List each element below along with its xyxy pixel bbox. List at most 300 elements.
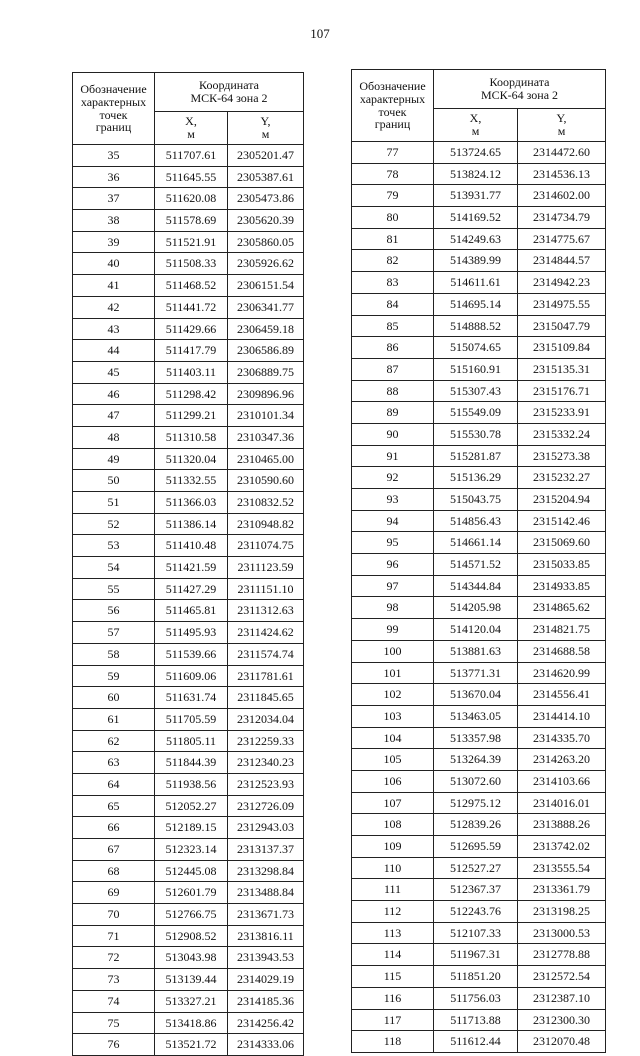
x-coordinate-cell: 513931.77 bbox=[434, 185, 518, 207]
point-id-cell: 107 bbox=[352, 792, 434, 814]
y-coordinate-cell: 2311151.10 bbox=[228, 578, 304, 600]
table-row bbox=[73, 600, 304, 622]
point-id-cell: 84 bbox=[352, 293, 434, 315]
x-coordinate-cell: 513139.44 bbox=[155, 969, 228, 991]
y-coordinate-cell: 2314734.79 bbox=[518, 207, 606, 229]
table-row bbox=[73, 817, 304, 839]
point-id-cell: 98 bbox=[352, 597, 434, 619]
point-id-cell: 40 bbox=[73, 253, 155, 275]
x-coordinate-cell: 511366.03 bbox=[155, 492, 228, 514]
table-row bbox=[352, 358, 606, 380]
table-row bbox=[73, 839, 304, 861]
point-id-cell: 52 bbox=[73, 513, 155, 535]
table-row bbox=[352, 445, 606, 467]
x-coordinate-cell: 513771.31 bbox=[434, 662, 518, 684]
point-id-cell: 55 bbox=[73, 578, 155, 600]
x-coordinate-cell: 514571.52 bbox=[434, 554, 518, 576]
y-coordinate-cell: 2312778.88 bbox=[518, 944, 606, 966]
table-row bbox=[352, 901, 606, 923]
table-row bbox=[352, 250, 606, 272]
y-coordinate-cell: 2313198.25 bbox=[518, 901, 606, 923]
x-coordinate-cell: 512975.12 bbox=[434, 792, 518, 814]
point-id-cell: 57 bbox=[73, 622, 155, 644]
table-row bbox=[73, 535, 304, 557]
table-row bbox=[73, 513, 304, 535]
y-coordinate-cell: 2306341.77 bbox=[228, 296, 304, 318]
x-coordinate-cell: 511612.44 bbox=[434, 1031, 518, 1053]
point-id-cell: 51 bbox=[73, 492, 155, 514]
x-coordinate-cell: 511298.42 bbox=[155, 383, 228, 405]
table-row bbox=[73, 904, 304, 926]
point-id-cell: 54 bbox=[73, 557, 155, 579]
table-row bbox=[73, 925, 304, 947]
x-coordinate-cell: 511299.21 bbox=[155, 405, 228, 427]
x-coordinate-cell: 511508.33 bbox=[155, 253, 228, 275]
y-coordinate-cell: 2314536.13 bbox=[518, 163, 606, 185]
point-id-cell: 116 bbox=[352, 987, 434, 1009]
y-coordinate-cell: 2312572.54 bbox=[518, 966, 606, 988]
x-coordinate-cell: 512323.14 bbox=[155, 839, 228, 861]
point-id-cell: 118 bbox=[352, 1031, 434, 1053]
y-coordinate-cell: 2313000.53 bbox=[518, 922, 606, 944]
table-row bbox=[73, 470, 304, 492]
y-coordinate-cell: 2314602.00 bbox=[518, 185, 606, 207]
table-row bbox=[73, 275, 304, 297]
table-row bbox=[352, 857, 606, 879]
x-coordinate-cell: 511705.59 bbox=[155, 708, 228, 730]
y-coordinate-cell: 2313671.73 bbox=[228, 904, 304, 926]
point-id-cell: 76 bbox=[73, 1034, 155, 1056]
point-id-cell: 108 bbox=[352, 814, 434, 836]
table-row bbox=[352, 272, 606, 294]
y-coordinate-cell: 2314414.10 bbox=[518, 705, 606, 727]
x-coordinate-cell: 512107.33 bbox=[434, 922, 518, 944]
table-row bbox=[73, 969, 304, 991]
x-coordinate-cell: 511386.14 bbox=[155, 513, 228, 535]
table-row bbox=[352, 640, 606, 662]
x-coordinate-cell: 515530.78 bbox=[434, 423, 518, 445]
table-row bbox=[352, 554, 606, 576]
y-coordinate-cell: 2315047.79 bbox=[518, 315, 606, 337]
table-row bbox=[73, 296, 304, 318]
y-coordinate-cell: 2314775.67 bbox=[518, 228, 606, 250]
point-id-cell: 90 bbox=[352, 423, 434, 445]
x-coordinate-cell: 515043.75 bbox=[434, 489, 518, 511]
y-coordinate-cell: 2311781.61 bbox=[228, 665, 304, 687]
y-coordinate-cell: 2305201.47 bbox=[228, 145, 304, 167]
x-coordinate-cell: 511756.03 bbox=[434, 987, 518, 1009]
x-coordinate-cell: 514169.52 bbox=[434, 207, 518, 229]
y-coordinate-cell: 2314688.58 bbox=[518, 640, 606, 662]
table-row bbox=[73, 1012, 304, 1034]
table-row bbox=[73, 231, 304, 253]
table-row bbox=[352, 185, 606, 207]
point-id-cell: 50 bbox=[73, 470, 155, 492]
x-coordinate-cell: 515307.43 bbox=[434, 380, 518, 402]
x-coordinate-cell: 511578.69 bbox=[155, 210, 228, 232]
point-id-cell: 71 bbox=[73, 925, 155, 947]
x-coordinate-cell: 515281.87 bbox=[434, 445, 518, 467]
x-column-header: X, м bbox=[434, 109, 518, 142]
y-coordinate-cell: 2315232.27 bbox=[518, 467, 606, 489]
x-coordinate-cell: 511645.55 bbox=[155, 166, 228, 188]
y-coordinate-cell: 2310347.36 bbox=[228, 426, 304, 448]
table-row bbox=[352, 163, 606, 185]
point-id-cell: 53 bbox=[73, 535, 155, 557]
x-coordinate-cell: 514249.63 bbox=[434, 228, 518, 250]
y-coordinate-cell: 2312340.23 bbox=[228, 752, 304, 774]
y-coordinate-cell: 2310101.34 bbox=[228, 405, 304, 427]
coordinates-table-left bbox=[72, 72, 304, 1056]
table-row bbox=[352, 966, 606, 988]
table-row bbox=[73, 318, 304, 340]
designation-header: Обозначение характерных точек границ bbox=[352, 70, 434, 142]
x-coordinate-cell: 511967.31 bbox=[434, 944, 518, 966]
y-coordinate-cell: 2314942.23 bbox=[518, 272, 606, 294]
y-coordinate-cell: 2314256.42 bbox=[228, 1012, 304, 1034]
table-row bbox=[73, 752, 304, 774]
table-row bbox=[73, 730, 304, 752]
table-row bbox=[73, 383, 304, 405]
left-table-body bbox=[73, 145, 304, 1056]
y-coordinate-cell: 2313298.84 bbox=[228, 860, 304, 882]
table-row bbox=[73, 448, 304, 470]
point-id-cell: 80 bbox=[352, 207, 434, 229]
y-coordinate-cell: 2305473.86 bbox=[228, 188, 304, 210]
point-id-cell: 105 bbox=[352, 749, 434, 771]
x-coordinate-cell: 514344.84 bbox=[434, 575, 518, 597]
y-coordinate-cell: 2312523.93 bbox=[228, 773, 304, 795]
x-coordinate-cell: 514120.04 bbox=[434, 619, 518, 641]
y-coordinate-cell: 2314620.99 bbox=[518, 662, 606, 684]
point-id-cell: 59 bbox=[73, 665, 155, 687]
table-row bbox=[352, 705, 606, 727]
x-coordinate-cell: 512367.37 bbox=[434, 879, 518, 901]
point-id-cell: 101 bbox=[352, 662, 434, 684]
table-row bbox=[73, 361, 304, 383]
point-id-cell: 56 bbox=[73, 600, 155, 622]
point-id-cell: 70 bbox=[73, 904, 155, 926]
point-id-cell: 113 bbox=[352, 922, 434, 944]
table-row bbox=[73, 795, 304, 817]
y-coordinate-cell: 2315069.60 bbox=[518, 532, 606, 554]
x-coordinate-cell: 511713.88 bbox=[434, 1009, 518, 1031]
y-coordinate-cell: 2313816.11 bbox=[228, 925, 304, 947]
x-coordinate-cell: 511465.81 bbox=[155, 600, 228, 622]
y-coordinate-cell: 2314556.41 bbox=[518, 684, 606, 706]
table-row bbox=[352, 207, 606, 229]
x-coordinate-cell: 511539.66 bbox=[155, 643, 228, 665]
x-coordinate-cell: 513264.39 bbox=[434, 749, 518, 771]
point-id-cell: 104 bbox=[352, 727, 434, 749]
y-coordinate-cell: 2314185.36 bbox=[228, 990, 304, 1012]
table-row bbox=[352, 293, 606, 315]
x-coordinate-cell: 511521.91 bbox=[155, 231, 228, 253]
table-row bbox=[352, 423, 606, 445]
table-row bbox=[73, 210, 304, 232]
y-coordinate-cell: 2314865.62 bbox=[518, 597, 606, 619]
y-coordinate-cell: 2311424.62 bbox=[228, 622, 304, 644]
point-id-cell: 42 bbox=[73, 296, 155, 318]
x-coordinate-cell: 511429.66 bbox=[155, 318, 228, 340]
x-coordinate-cell: 513670.04 bbox=[434, 684, 518, 706]
table-row bbox=[73, 773, 304, 795]
point-id-cell: 39 bbox=[73, 231, 155, 253]
y-coordinate-cell: 2315135.31 bbox=[518, 358, 606, 380]
point-id-cell: 65 bbox=[73, 795, 155, 817]
point-id-cell: 106 bbox=[352, 770, 434, 792]
table-row bbox=[352, 597, 606, 619]
x-coordinate-cell: 513881.63 bbox=[434, 640, 518, 662]
table-row bbox=[352, 684, 606, 706]
point-id-cell: 60 bbox=[73, 687, 155, 709]
x-coordinate-cell: 513521.72 bbox=[155, 1034, 228, 1056]
point-id-cell: 44 bbox=[73, 340, 155, 362]
x-coordinate-cell: 511441.72 bbox=[155, 296, 228, 318]
table-row bbox=[352, 944, 606, 966]
x-coordinate-cell: 511417.79 bbox=[155, 340, 228, 362]
point-id-cell: 81 bbox=[352, 228, 434, 250]
x-coordinate-cell: 513724.65 bbox=[434, 142, 518, 164]
coordinate-header: Координата МСК-64 зона 2 bbox=[155, 73, 304, 112]
y-coordinate-cell: 2312070.48 bbox=[518, 1031, 606, 1053]
y-coordinate-cell: 2306151.54 bbox=[228, 275, 304, 297]
table-row bbox=[73, 578, 304, 600]
y-coordinate-cell: 2314016.01 bbox=[518, 792, 606, 814]
y-coordinate-cell: 2314333.06 bbox=[228, 1034, 304, 1056]
point-id-cell: 110 bbox=[352, 857, 434, 879]
table-row bbox=[352, 814, 606, 836]
table-row bbox=[352, 1031, 606, 1053]
y-coordinate-cell: 2310465.00 bbox=[228, 448, 304, 470]
x-coordinate-cell: 512189.15 bbox=[155, 817, 228, 839]
x-coordinate-cell: 512766.75 bbox=[155, 904, 228, 926]
y-coordinate-cell: 2312726.09 bbox=[228, 795, 304, 817]
x-coordinate-cell: 511310.58 bbox=[155, 426, 228, 448]
point-id-cell: 45 bbox=[73, 361, 155, 383]
point-id-cell: 66 bbox=[73, 817, 155, 839]
y-coordinate-cell: 2305860.05 bbox=[228, 231, 304, 253]
y-coordinate-cell: 2314821.75 bbox=[518, 619, 606, 641]
point-id-cell: 114 bbox=[352, 944, 434, 966]
x-coordinate-cell: 514856.43 bbox=[434, 510, 518, 532]
point-id-cell: 99 bbox=[352, 619, 434, 641]
table-row bbox=[352, 727, 606, 749]
y-coordinate-cell: 2311845.65 bbox=[228, 687, 304, 709]
table-row bbox=[352, 836, 606, 858]
point-id-cell: 75 bbox=[73, 1012, 155, 1034]
point-id-cell: 69 bbox=[73, 882, 155, 904]
y-coordinate-cell: 2312387.10 bbox=[518, 987, 606, 1009]
point-id-cell: 82 bbox=[352, 250, 434, 272]
x-coordinate-cell: 512243.76 bbox=[434, 901, 518, 923]
point-id-cell: 64 bbox=[73, 773, 155, 795]
x-coordinate-cell: 512908.52 bbox=[155, 925, 228, 947]
point-id-cell: 46 bbox=[73, 383, 155, 405]
y-coordinate-cell: 2311312.63 bbox=[228, 600, 304, 622]
x-coordinate-cell: 515074.65 bbox=[434, 337, 518, 359]
table-row bbox=[352, 619, 606, 641]
y-coordinate-cell: 2312943.03 bbox=[228, 817, 304, 839]
y-coordinate-cell: 2313888.26 bbox=[518, 814, 606, 836]
x-coordinate-cell: 511631.74 bbox=[155, 687, 228, 709]
y-coordinate-cell: 2313555.54 bbox=[518, 857, 606, 879]
table-row bbox=[352, 749, 606, 771]
point-id-cell: 61 bbox=[73, 708, 155, 730]
x-coordinate-cell: 514661.14 bbox=[434, 532, 518, 554]
point-id-cell: 95 bbox=[352, 532, 434, 554]
point-id-cell: 49 bbox=[73, 448, 155, 470]
right-table-body bbox=[352, 142, 606, 1053]
y-coordinate-cell: 2311074.75 bbox=[228, 535, 304, 557]
x-coordinate-cell: 511421.59 bbox=[155, 557, 228, 579]
y-coordinate-cell: 2311123.59 bbox=[228, 557, 304, 579]
table-row bbox=[73, 622, 304, 644]
point-id-cell: 87 bbox=[352, 358, 434, 380]
x-coordinate-cell: 511427.29 bbox=[155, 578, 228, 600]
y-coordinate-cell: 2310948.82 bbox=[228, 513, 304, 535]
point-id-cell: 85 bbox=[352, 315, 434, 337]
y-coordinate-cell: 2313488.84 bbox=[228, 882, 304, 904]
y-coordinate-cell: 2312034.04 bbox=[228, 708, 304, 730]
x-coordinate-cell: 512052.27 bbox=[155, 795, 228, 817]
table-row bbox=[73, 557, 304, 579]
point-id-cell: 43 bbox=[73, 318, 155, 340]
x-coordinate-cell: 512445.08 bbox=[155, 860, 228, 882]
y-coordinate-cell: 2305926.62 bbox=[228, 253, 304, 275]
table-row bbox=[352, 662, 606, 684]
y-coordinate-cell: 2315142.46 bbox=[518, 510, 606, 532]
y-coordinate-cell: 2314029.19 bbox=[228, 969, 304, 991]
point-id-cell: 96 bbox=[352, 554, 434, 576]
y-coordinate-cell: 2315109.84 bbox=[518, 337, 606, 359]
table-row bbox=[352, 770, 606, 792]
point-id-cell: 91 bbox=[352, 445, 434, 467]
x-coordinate-cell: 513418.86 bbox=[155, 1012, 228, 1034]
point-id-cell: 92 bbox=[352, 467, 434, 489]
table-row bbox=[352, 380, 606, 402]
y-coordinate-cell: 2315033.85 bbox=[518, 554, 606, 576]
point-id-cell: 73 bbox=[73, 969, 155, 991]
point-id-cell: 115 bbox=[352, 966, 434, 988]
point-id-cell: 47 bbox=[73, 405, 155, 427]
point-id-cell: 83 bbox=[352, 272, 434, 294]
table-row bbox=[352, 879, 606, 901]
table-row bbox=[73, 188, 304, 210]
point-id-cell: 37 bbox=[73, 188, 155, 210]
point-id-cell: 94 bbox=[352, 510, 434, 532]
point-id-cell: 74 bbox=[73, 990, 155, 1012]
page-number: 107 bbox=[310, 26, 330, 41]
table-row bbox=[73, 947, 304, 969]
point-id-cell: 63 bbox=[73, 752, 155, 774]
coordinate-header: Координата МСК-64 зона 2 bbox=[434, 70, 606, 109]
table-row bbox=[352, 142, 606, 164]
table-row bbox=[73, 340, 304, 362]
y-coordinate-cell: 2313742.02 bbox=[518, 836, 606, 858]
y-coordinate-cell: 2315233.91 bbox=[518, 402, 606, 424]
point-id-cell: 86 bbox=[352, 337, 434, 359]
x-coordinate-cell: 513463.05 bbox=[434, 705, 518, 727]
x-coordinate-cell: 511468.52 bbox=[155, 275, 228, 297]
x-coordinate-cell: 515160.91 bbox=[434, 358, 518, 380]
table-row bbox=[73, 492, 304, 514]
point-id-cell: 103 bbox=[352, 705, 434, 727]
y-coordinate-cell: 2306586.89 bbox=[228, 340, 304, 362]
table-row bbox=[73, 687, 304, 709]
x-coordinate-cell: 511844.39 bbox=[155, 752, 228, 774]
point-id-cell: 77 bbox=[352, 142, 434, 164]
y-column-header: Y, м bbox=[228, 112, 304, 145]
table-row bbox=[73, 253, 304, 275]
y-coordinate-cell: 2315273.38 bbox=[518, 445, 606, 467]
y-coordinate-cell: 2315176.71 bbox=[518, 380, 606, 402]
point-id-cell: 88 bbox=[352, 380, 434, 402]
y-coordinate-cell: 2313361.79 bbox=[518, 879, 606, 901]
x-coordinate-cell: 511851.20 bbox=[434, 966, 518, 988]
table-row bbox=[73, 860, 304, 882]
table-row bbox=[352, 489, 606, 511]
point-id-cell: 68 bbox=[73, 860, 155, 882]
designation-header: Обозначение характерных точек границ bbox=[73, 73, 155, 145]
point-id-cell: 112 bbox=[352, 901, 434, 923]
x-coordinate-cell: 511609.06 bbox=[155, 665, 228, 687]
point-id-cell: 67 bbox=[73, 839, 155, 861]
x-coordinate-cell: 514888.52 bbox=[434, 315, 518, 337]
y-coordinate-cell: 2311574.74 bbox=[228, 643, 304, 665]
x-coordinate-cell: 515136.29 bbox=[434, 467, 518, 489]
table-row bbox=[352, 532, 606, 554]
x-coordinate-cell: 511495.93 bbox=[155, 622, 228, 644]
table-row bbox=[73, 990, 304, 1012]
table-row bbox=[352, 1009, 606, 1031]
point-id-cell: 41 bbox=[73, 275, 155, 297]
x-coordinate-cell: 513357.98 bbox=[434, 727, 518, 749]
x-coordinate-cell: 512839.26 bbox=[434, 814, 518, 836]
x-coordinate-cell: 511707.61 bbox=[155, 145, 228, 167]
table-row bbox=[352, 228, 606, 250]
x-coordinate-cell: 511938.56 bbox=[155, 773, 228, 795]
point-id-cell: 36 bbox=[73, 166, 155, 188]
x-column-header: X, м bbox=[155, 112, 228, 145]
table-row bbox=[73, 145, 304, 167]
table-row bbox=[352, 510, 606, 532]
table-row bbox=[352, 467, 606, 489]
y-coordinate-cell: 2305387.61 bbox=[228, 166, 304, 188]
x-coordinate-cell: 514205.98 bbox=[434, 597, 518, 619]
table-row bbox=[73, 643, 304, 665]
table-row bbox=[73, 166, 304, 188]
x-coordinate-cell: 511403.11 bbox=[155, 361, 228, 383]
x-coordinate-cell: 511805.11 bbox=[155, 730, 228, 752]
table-row bbox=[73, 1034, 304, 1056]
table-row bbox=[73, 708, 304, 730]
y-coordinate-cell: 2315204.94 bbox=[518, 489, 606, 511]
point-id-cell: 100 bbox=[352, 640, 434, 662]
table-row bbox=[73, 405, 304, 427]
y-coordinate-cell: 2310590.60 bbox=[228, 470, 304, 492]
point-id-cell: 93 bbox=[352, 489, 434, 511]
point-id-cell: 62 bbox=[73, 730, 155, 752]
point-id-cell: 35 bbox=[73, 145, 155, 167]
point-id-cell: 111 bbox=[352, 879, 434, 901]
x-coordinate-cell: 511620.08 bbox=[155, 188, 228, 210]
point-id-cell: 97 bbox=[352, 575, 434, 597]
y-coordinate-cell: 2313943.53 bbox=[228, 947, 304, 969]
table-row bbox=[73, 882, 304, 904]
y-coordinate-cell: 2314975.55 bbox=[518, 293, 606, 315]
x-coordinate-cell: 511410.48 bbox=[155, 535, 228, 557]
